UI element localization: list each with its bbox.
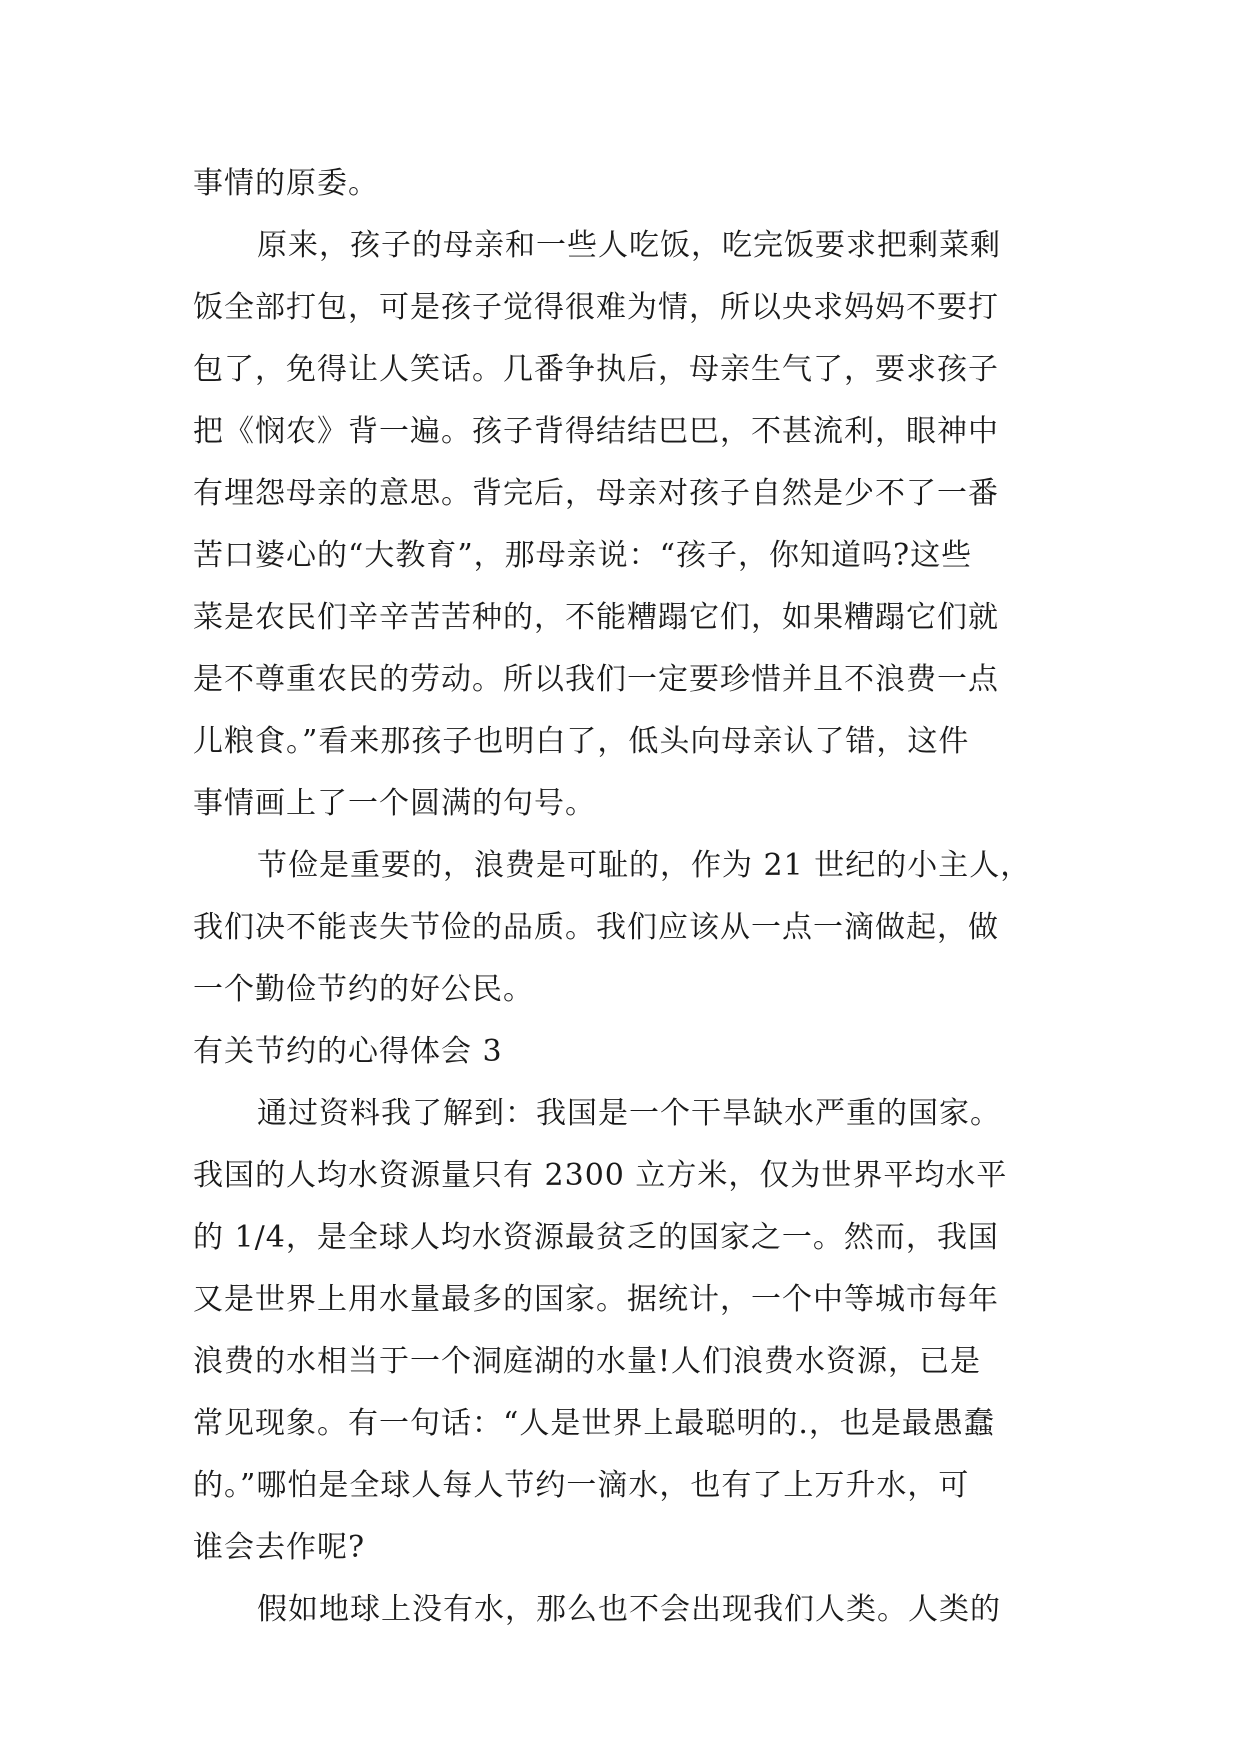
- section-heading: 有关节约的心得体会 3: [193, 1034, 503, 1069]
- text-line: 饭全部打包，可是孩子觉得很难为情，所以央求妈妈不要打: [193, 290, 999, 325]
- text-line: 菜是农民们辛辛苦苦种的，不能糟蹋它们，如果糟蹋它们就: [193, 600, 999, 635]
- text-line: 有埋怨母亲的意思。背完后，母亲对孩子自然是少不了一番: [193, 476, 999, 511]
- text-line: 我们决不能丧失节俭的品质。我们应该从一点一滴做起，做: [193, 910, 999, 945]
- text-line: 事情画上了一个圆满的句号。: [193, 786, 596, 821]
- text-line: 节俭是重要的，浪费是可耻的，作为 21 世纪的小主人，: [257, 848, 1032, 883]
- text-line: 把《悯农》背一遍。孩子背得结结巴巴，不甚流利，眼神中: [193, 414, 999, 449]
- text-line: 是不尊重农民的劳动。所以我们一定要珍惜并且不浪费一点: [193, 662, 999, 697]
- text-line: 浪费的水相当于一个洞庭湖的水量!人们浪费水资源，已是: [193, 1344, 982, 1379]
- text-line: 儿粮食。”看来那孩子也明白了，低头向母亲认了错，这件: [193, 724, 970, 759]
- text-line: 假如地球上没有水，那么也不会出现我们人类。人类的: [257, 1592, 1001, 1627]
- text-line: 通过资料我了解到：我国是一个干旱缺水严重的国家。: [257, 1096, 1001, 1131]
- text-line: 一个勤俭节约的好公民。: [193, 972, 534, 1007]
- text-line: 的。”哪怕是全球人每人节约一滴水，也有了上万升水，可: [193, 1468, 970, 1503]
- text-line: 我国的人均水资源量只有 2300 立方米，仅为世界平均水平: [193, 1158, 1008, 1193]
- text-line: 苦口婆心的“大教育”，那母亲说：“孩子，你知道吗?这些: [193, 538, 973, 573]
- text-line: 的 1/4，是全球人均水资源最贫乏的国家之一。然而，我国: [193, 1220, 999, 1255]
- text-line: 谁会去作呢?: [193, 1530, 366, 1565]
- text-line: 包了，免得让人笑话。几番争执后，母亲生气了，要求孩子: [193, 352, 999, 387]
- text-line: 原来，孩子的母亲和一些人吃饭，吃完饭要求把剩菜剩: [257, 228, 1001, 263]
- text-line: 又是世界上用水量最多的国家。据统计，一个中等城市每年: [193, 1282, 999, 1317]
- text-line: 常见现象。有一句话：“人是世界上最聪明的.，也是最愚蠢: [193, 1406, 995, 1441]
- text-line: 事情的原委。: [193, 166, 379, 201]
